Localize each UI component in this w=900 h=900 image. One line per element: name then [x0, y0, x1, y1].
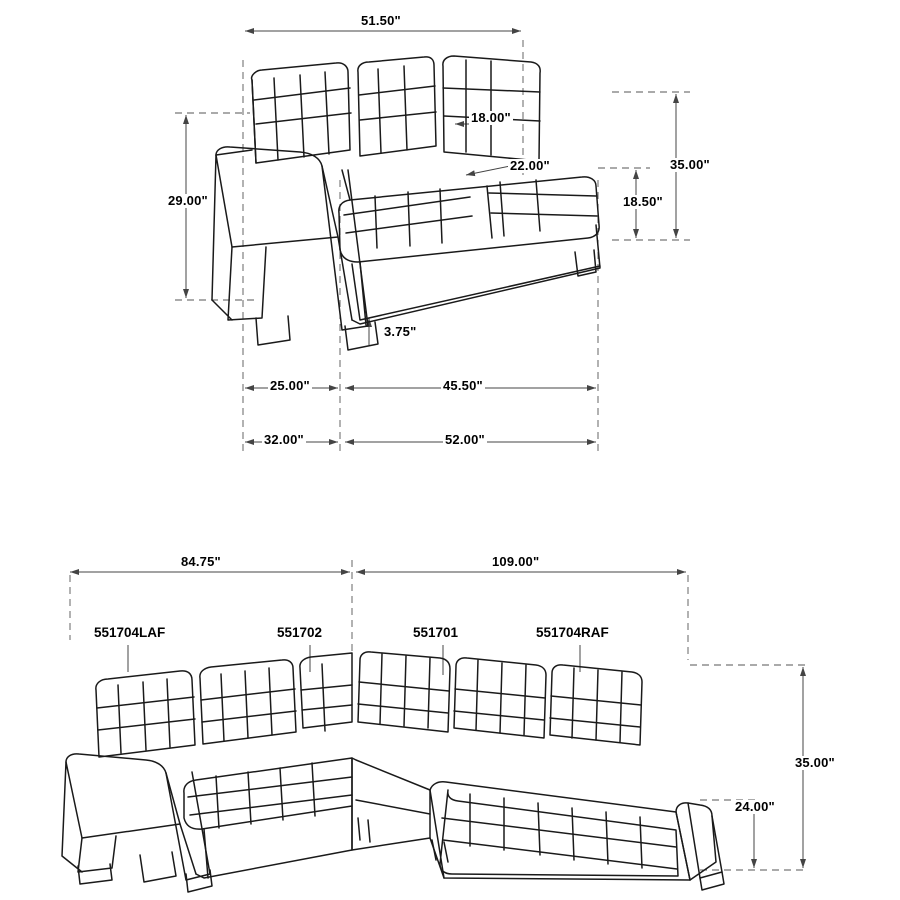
sofa-illustration	[212, 56, 600, 350]
dim-sectional-overall-height: 35.00"	[795, 755, 835, 770]
dim-sectional-right-width: 109.00"	[492, 554, 540, 569]
dim-sofa-seat-width-top: 51.50"	[361, 13, 401, 28]
dim-sofa-seat-width-bottom: 45.50"	[443, 378, 483, 393]
dim-sofa-arm-height: 29.00"	[168, 193, 208, 208]
dim-sofa-arm-depth: 25.00"	[270, 378, 310, 393]
dimension-lines-sofa	[186, 31, 676, 442]
sectional-illustration	[62, 652, 724, 892]
dim-sectional-arm-height: 24.00"	[735, 799, 775, 814]
dim-sofa-overall-height: 35.00"	[670, 157, 710, 172]
part-label-corner: 551701	[413, 625, 459, 640]
part-label-laf: 551704LAF	[94, 625, 166, 640]
dim-sectional-left-width: 84.75"	[181, 554, 221, 569]
part-label-raf: 551704RAF	[536, 625, 609, 640]
dim-sofa-overall-width: 52.00"	[445, 432, 485, 447]
dim-sofa-overall-depth: 32.00"	[264, 432, 304, 447]
dim-sofa-back-cushion-height: 18.00"	[471, 110, 511, 125]
extension-lines-sofa	[175, 40, 690, 455]
dim-sofa-seat-height-arm: 18.50"	[623, 194, 663, 209]
dim-sofa-seat-depth: 22.00"	[510, 158, 550, 173]
part-label-armless: 551702	[277, 625, 323, 640]
dim-sofa-leg-height: 3.75"	[384, 324, 417, 339]
